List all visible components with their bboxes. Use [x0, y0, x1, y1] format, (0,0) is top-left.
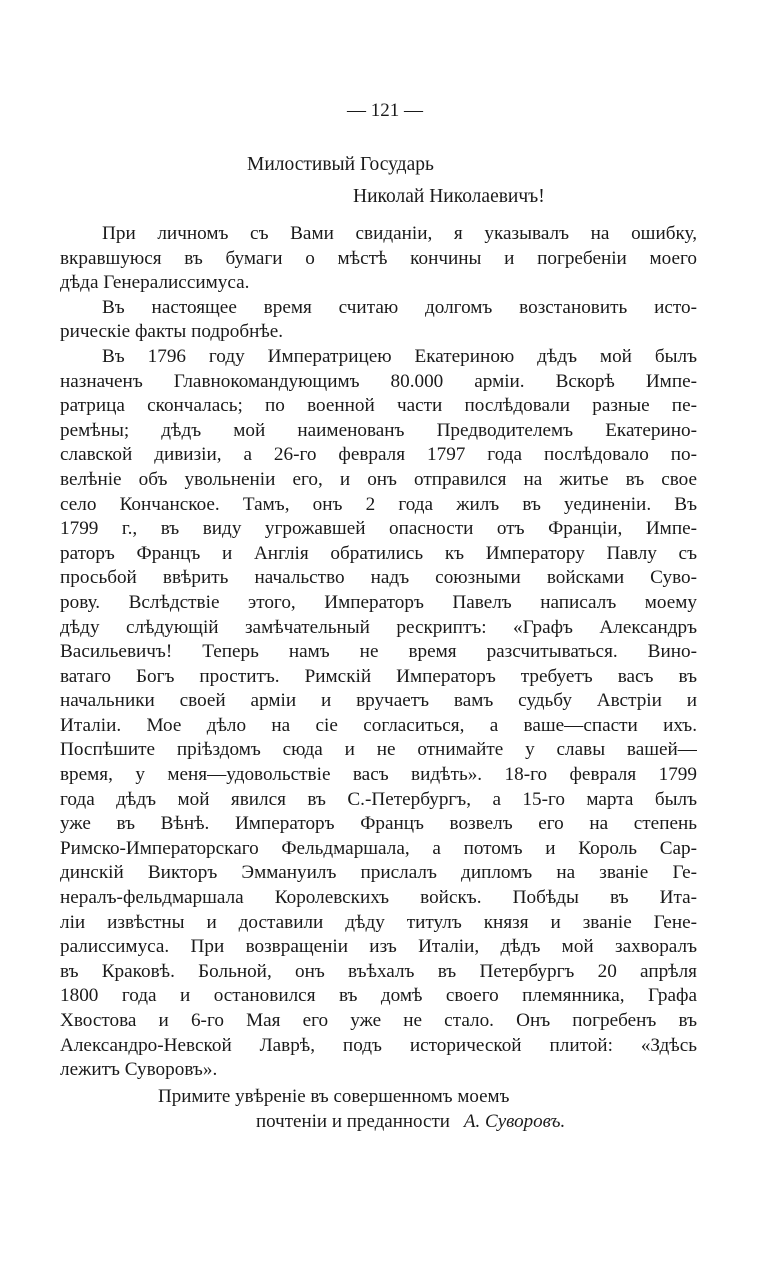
body-line: вкравшуюся въ бумаги о мѣстѣ кончины и погребенiи моего	[60, 247, 697, 269]
body-line: ватаго Богъ проститъ. Римскiй Императоръ требуетъ васъ въ	[60, 665, 697, 687]
body-line: Поспѣшите прiѣздомъ сюда и не отнимайте у славы вашей—	[60, 739, 697, 761]
body-line: рическiе факты подробнѣе.	[60, 321, 284, 343]
body-line: Италiи. Мое дѣло на сiе согласиться, а ваше—спасти ихъ.	[60, 714, 697, 736]
body-line: лiи извѣстны и доставили дѣду титулъ князя и званiе Гене-	[60, 911, 697, 933]
page-number: — 121 —	[347, 100, 423, 121]
body-line: велѣнiе объ увольненiи его, и онъ отправился на житье въ свое	[60, 468, 697, 490]
salutation-line-2: Николай Николаевичъ!	[353, 186, 545, 207]
body-line: Въ настоящее время считаю долгомъ возстановить исто-	[102, 296, 697, 318]
body-line: назначенъ Главнокомандующимъ 80.000 армiи. Вскорѣ Импе-	[60, 370, 697, 392]
body-line: ремѣны; дѣдъ мой наименованъ Предводителемъ Екатерино-	[60, 419, 697, 441]
body-line: ратрица скончалась; по военной части послѣдовали разные пе-	[60, 395, 697, 417]
body-line: раторъ Францъ и Англiя обратились къ Императору Павлу съ	[60, 542, 697, 564]
body-line: нералъ-фельдмаршала Королевскихъ войскъ. Побѣды въ Ита-	[60, 887, 697, 909]
salutation-line-1: Милостивый Государь	[247, 154, 434, 175]
body-line: Александро-Невской Лаврѣ, подъ исторической плитой: «Здѣсь	[60, 1034, 697, 1056]
body-line: начальники своей армiи и вручаетъ вамъ судьбу Австрiи и	[60, 690, 697, 712]
closing-line-1: Примите увѣренiе въ совершенномъ моемъ	[158, 1086, 510, 1107]
closing-text: почтенiи и преданности	[256, 1111, 450, 1132]
body-line: уже въ Вѣнѣ. Императоръ Францъ возвелъ его на степень	[60, 813, 697, 835]
signature: А. Суворовъ.	[463, 1111, 566, 1132]
body-line: дѣду слѣдующiй замѣчательный рескриптъ: «Графъ Александръ	[60, 616, 697, 638]
body-line: Римско-Императорскаго Фельдмаршала, а потомъ и Король Сар-	[60, 837, 697, 859]
body-line: рову. Вслѣдствiе этого, Императоръ Павелъ написалъ моему	[60, 591, 697, 613]
body-line: Хвостова и 6-го Мая его уже не стало. Онъ погребенъ въ	[60, 1010, 697, 1031]
body-line: ралиссимуса. При возвращенiи изъ Италiи, дѣдъ мой захворалъ	[60, 936, 697, 958]
letter-body	[60, 222, 697, 1083]
body-line: просьбой ввѣрить начальство надъ союзными войсками Суво-	[60, 567, 697, 589]
body-line: Въ 1796 году Императрицею Екатериною дѣдъ мой былъ	[102, 345, 697, 367]
body-line: При личномъ съ Вами свиданiи, я указывалъ на ошибку,	[102, 223, 697, 244]
body-line: дѣда Генералиссимуса.	[60, 272, 250, 294]
body-line: село Кончанское. Тамъ, онъ 2 года жилъ въ уединенiи. Въ	[60, 493, 697, 515]
body-line: въ Краковѣ. Больной, онъ въѣхалъ въ Петербургъ 20 апрѣля	[60, 960, 697, 982]
body-line: динскiй Викторъ Эммануилъ прислалъ дипломъ на званiе Ге-	[60, 862, 697, 884]
closing-line-2	[256, 1109, 565, 1135]
body-line: года дѣдъ мой явился въ С.-Петербургъ, а 15-го марта былъ	[60, 788, 697, 810]
body-line: Васильевичъ! Теперь намъ не время разсчитываться. Вино-	[60, 641, 697, 663]
body-line: время, у меня—удовольствiе васъ видѣть». 18-го февраля 1799	[60, 764, 697, 786]
body-line: лежитъ Суворовъ».	[60, 1059, 218, 1081]
body-line: славской дивизiи, а 26-го февраля 1797 года послѣдовало по-	[60, 444, 697, 466]
body-line: 1799 г., въ виду угрожавшей опасности отъ Францiи, Импе-	[60, 518, 697, 540]
body-line: 1800 года и остановился въ домѣ своего племянника, Графа	[60, 985, 697, 1007]
